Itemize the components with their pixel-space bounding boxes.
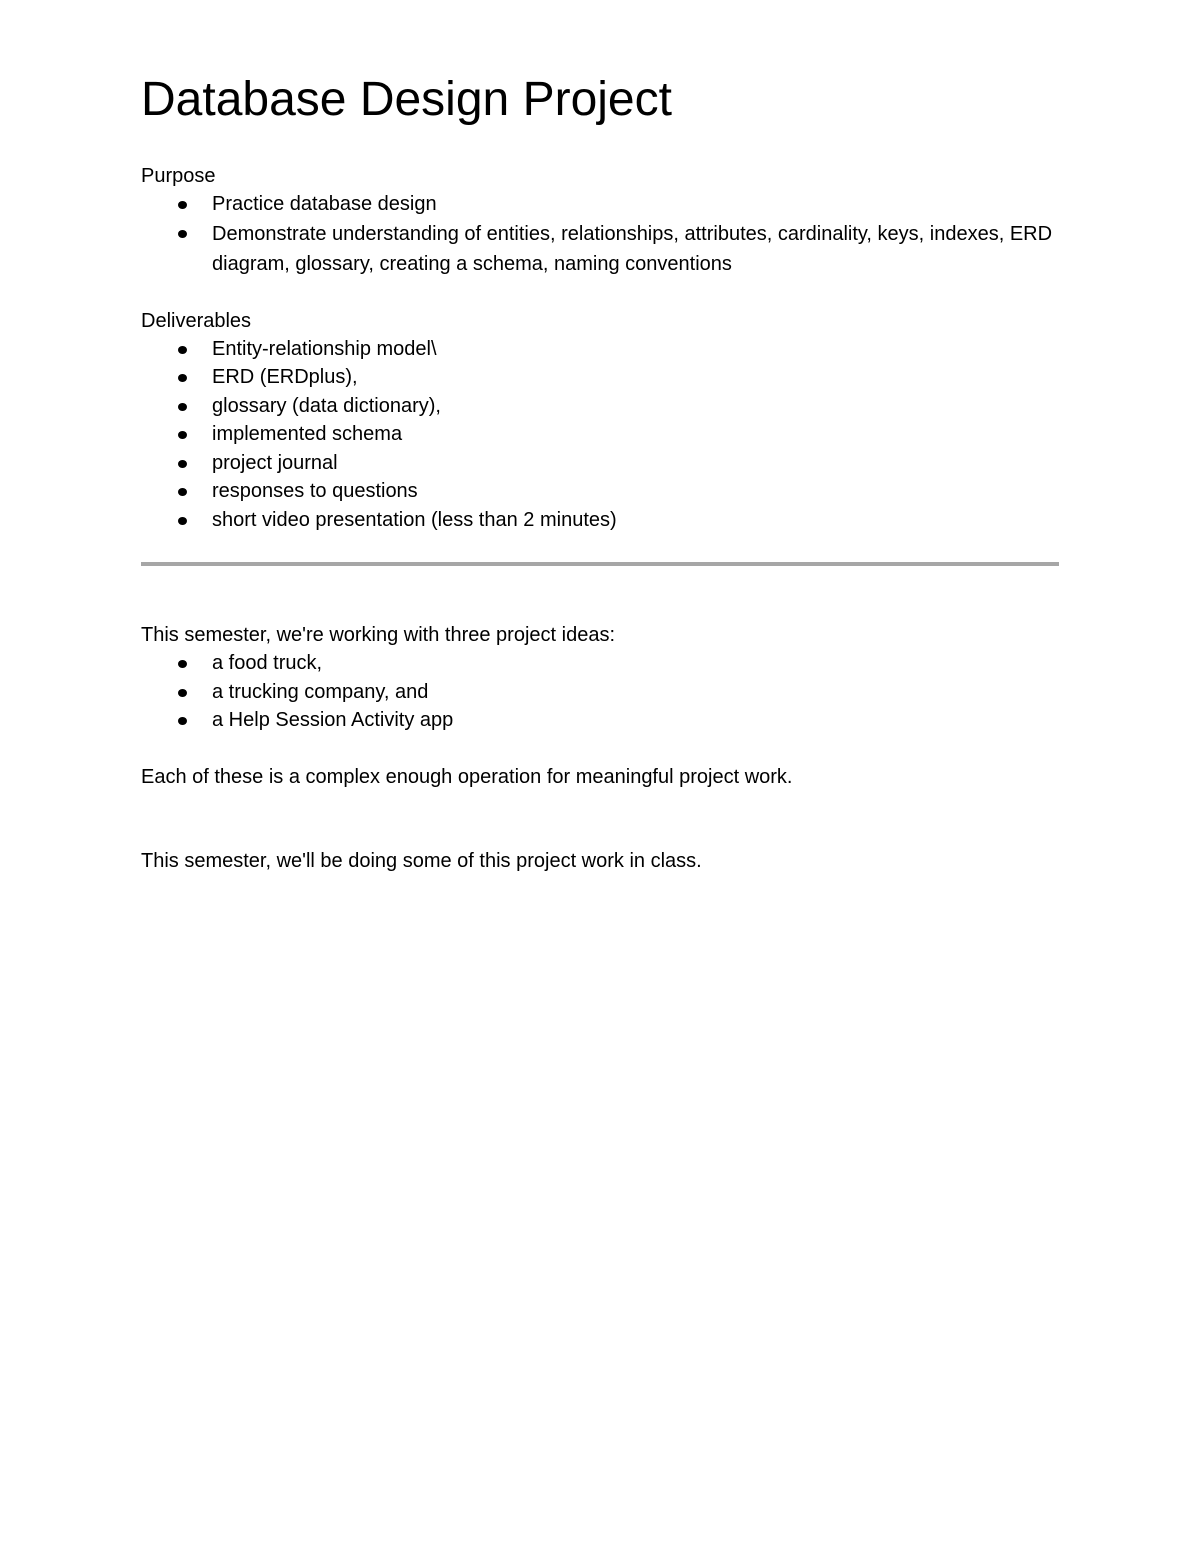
horizontal-divider	[141, 562, 1059, 566]
bullet-icon	[178, 517, 187, 525]
list-item	[141, 219, 1059, 279]
bullet-icon	[178, 488, 187, 496]
purpose-heading: Purpose	[141, 165, 216, 187]
list-item	[141, 477, 1059, 506]
list-item-text: responses to questions	[212, 480, 418, 502]
bullet-icon	[178, 230, 187, 238]
list-item-text: implemented schema	[212, 423, 403, 445]
list-item-text: short video presentation (less than 2 minutes)	[212, 508, 617, 531]
list-item-text: a Help Session Activity app	[212, 709, 454, 731]
document-body	[141, 70, 1059, 875]
bullet-icon	[178, 346, 187, 354]
list-item-text: Practice database design	[212, 193, 437, 215]
in-class-paragraph: This semester, we'll be doing some of this project work in class.	[141, 849, 702, 872]
list-item	[141, 706, 1059, 735]
list-item	[141, 649, 1059, 678]
bullet-icon	[178, 374, 187, 382]
bullet-icon	[178, 431, 187, 439]
projects-intro: This semester, we're working with three project ideas:	[141, 624, 616, 646]
list-item	[141, 363, 1059, 392]
list-item	[141, 678, 1059, 707]
list-item-text: a trucking company, and	[212, 680, 429, 703]
projects-list	[141, 649, 1059, 735]
purpose-list	[141, 190, 1059, 279]
list-item	[141, 392, 1059, 421]
bullet-icon	[178, 660, 187, 668]
complexity-paragraph: Each of these is a complex enough operation for meaningful project work.	[141, 765, 793, 788]
list-item-text: project journal	[212, 451, 338, 474]
list-item-text: ERD (ERDplus),	[212, 366, 358, 388]
list-item	[141, 420, 1059, 449]
list-item	[141, 506, 1059, 535]
bullet-icon	[178, 403, 187, 411]
list-item-text: a food truck,	[212, 652, 323, 674]
bullet-icon	[178, 717, 187, 725]
list-item-text: glossary (data dictionary),	[212, 394, 441, 417]
bullet-icon	[178, 201, 187, 209]
bullet-icon	[178, 689, 187, 697]
list-item	[141, 449, 1059, 478]
list-item-text: Demonstrate understanding of entities, relationships, attributes, cardinality, keys, indexes, ERD diagram, glossary, creating a schema, naming conventions	[212, 222, 1053, 275]
deliverables-list	[141, 335, 1059, 535]
deliverables-heading: Deliverables	[141, 309, 252, 332]
bullet-icon	[178, 460, 187, 468]
document-title: Database Design Project	[141, 73, 672, 126]
list-item	[141, 190, 1059, 219]
list-item	[141, 335, 1059, 364]
list-item-text: Entity-relationship model\	[212, 337, 437, 360]
